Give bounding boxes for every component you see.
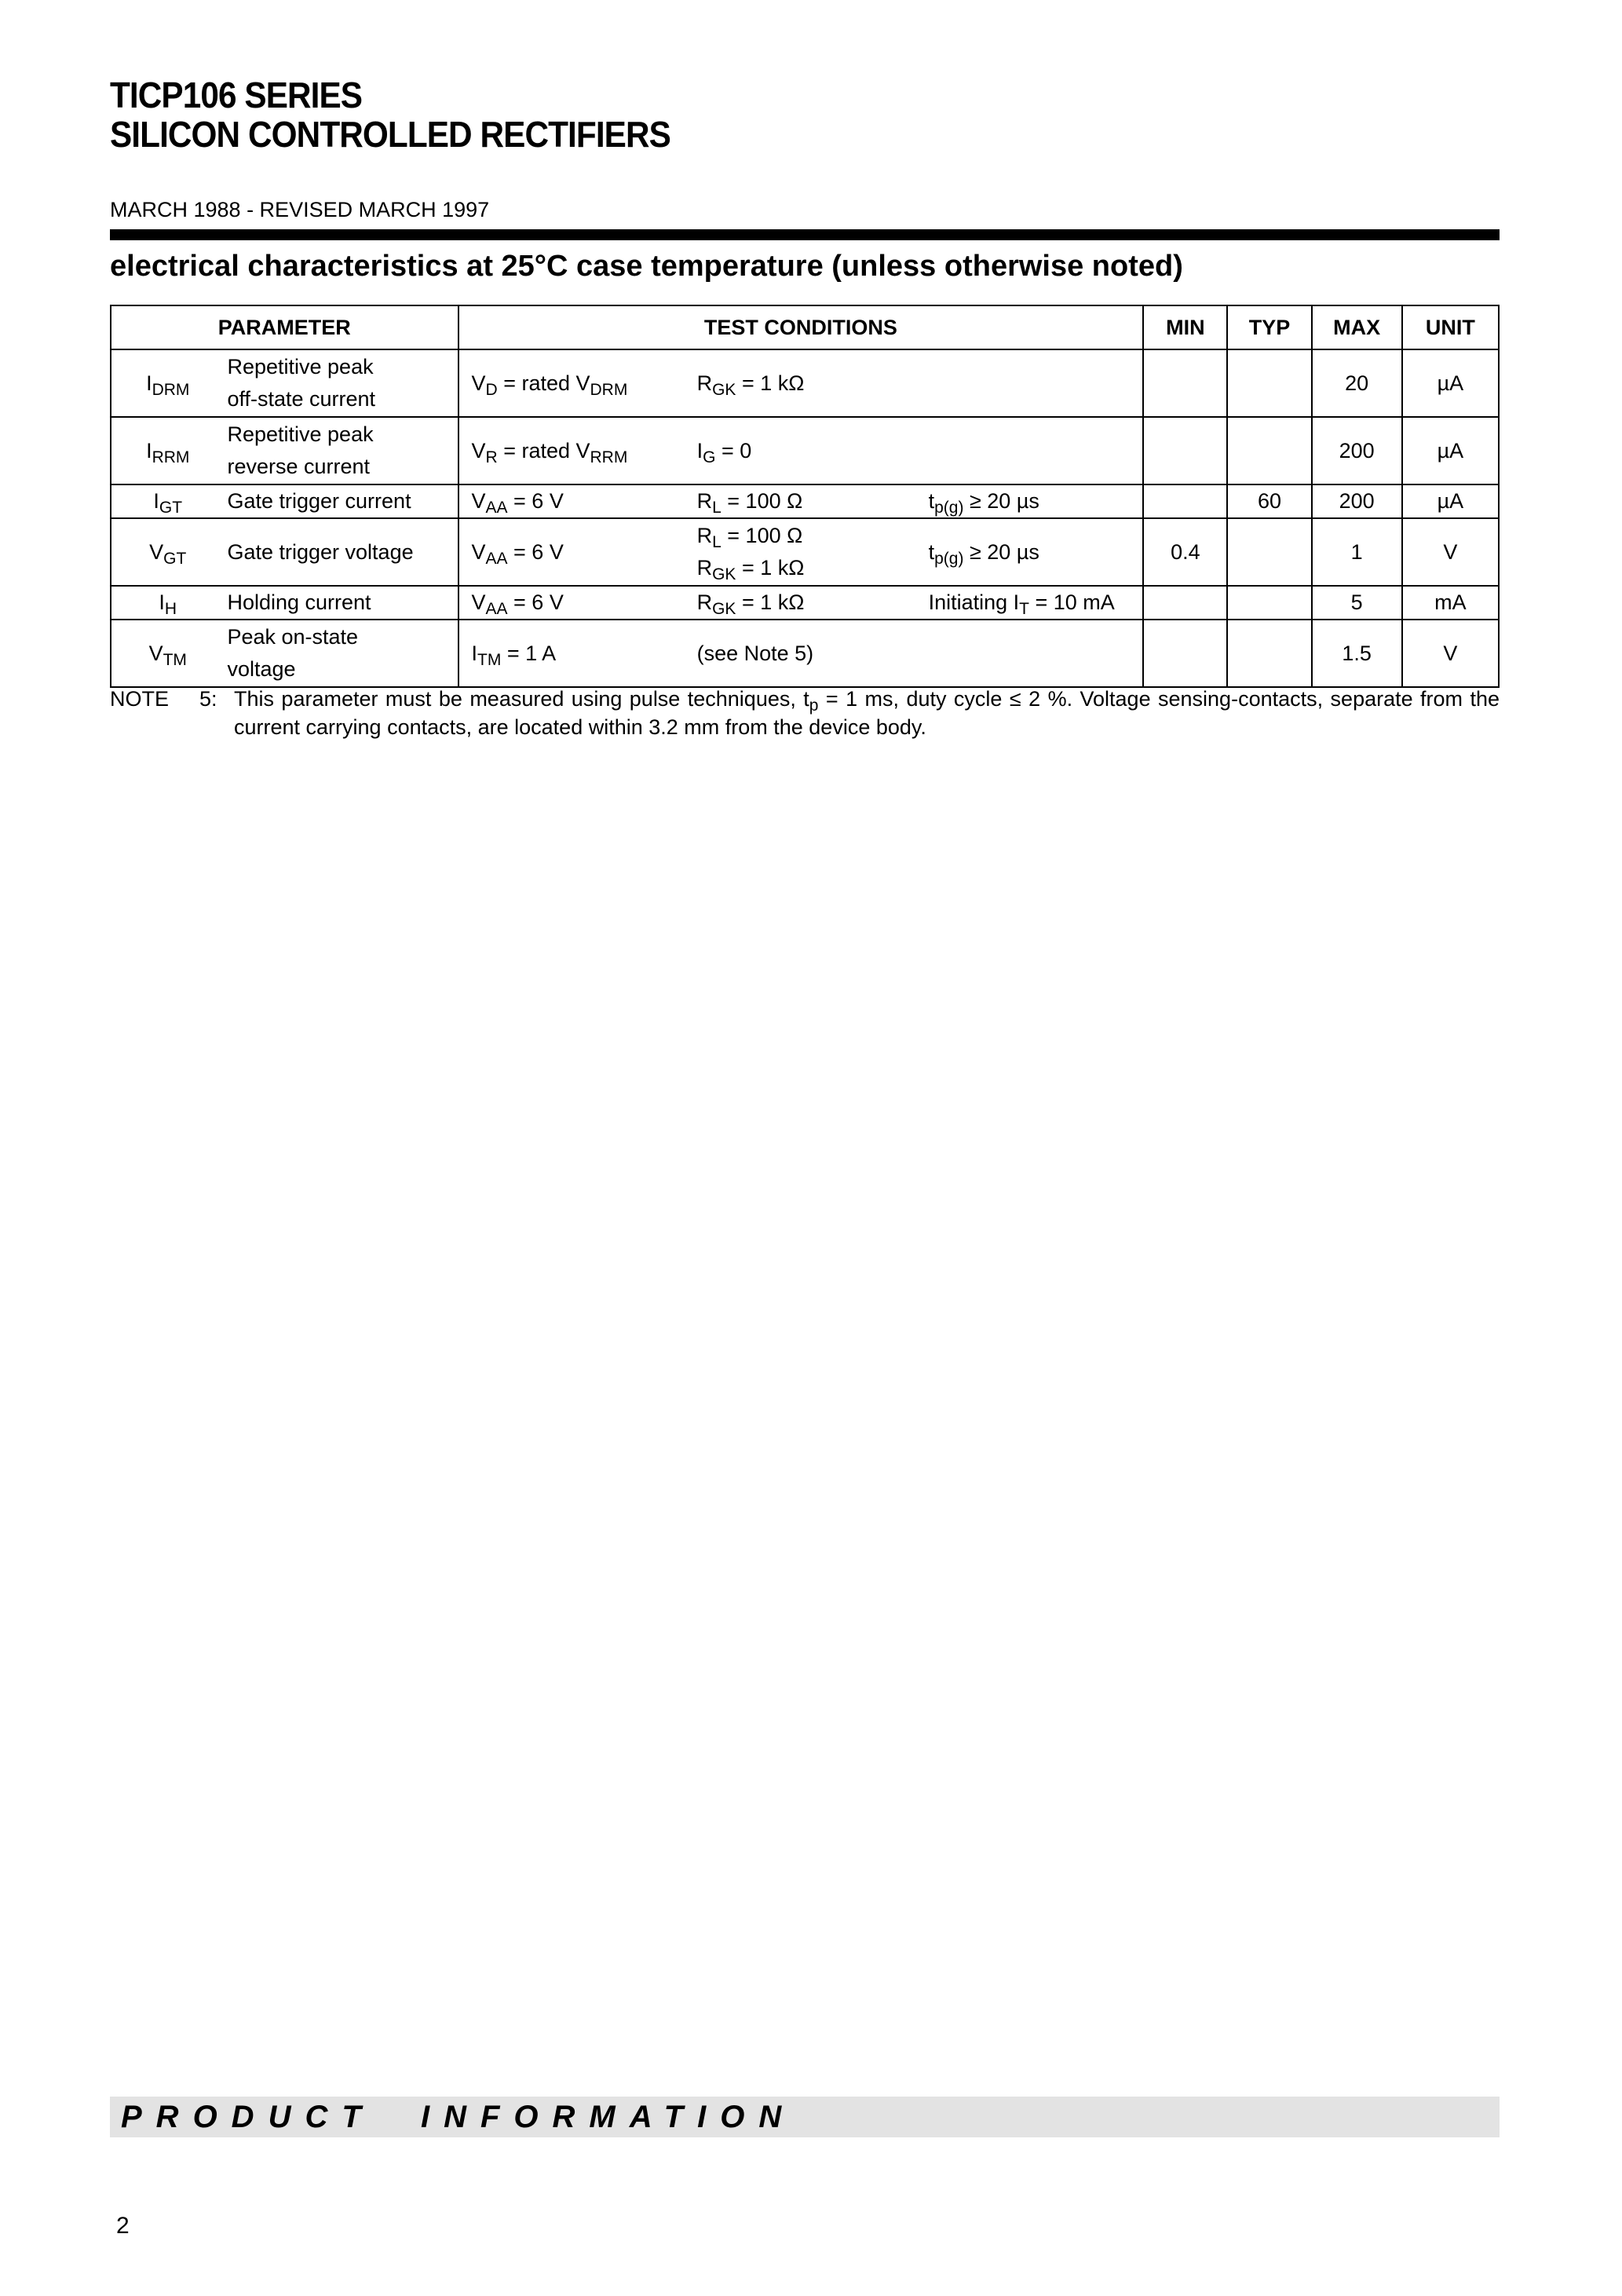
condition-2: $I_G = 0$	[697, 417, 929, 484]
condition-2: $R_L = 100$ Ω $R_{GK} = 1$ kΩ	[697, 518, 929, 586]
condition-1: $V_{AA} = 6$ V	[458, 518, 697, 586]
page-number: 2	[116, 2213, 130, 2239]
note-number: 5:	[199, 687, 217, 711]
value-min	[1143, 349, 1227, 417]
product-information-banner	[110, 2097, 1500, 2137]
param-symbol: $V_{TM}$	[111, 620, 224, 687]
header-unit: UNIT	[1402, 305, 1499, 349]
param-symbol: $I_{GT}$	[111, 484, 224, 518]
value-typ	[1227, 518, 1311, 586]
condition-3: $t_{p(g)} \ge 20$ µs	[929, 484, 1144, 518]
condition-1: $I_{TM} = 1$ A	[458, 620, 697, 687]
value-max: 200	[1312, 484, 1402, 518]
section-heading: electrical characteristics at 25°C case temperature (unless otherwise noted)	[110, 250, 1183, 283]
value-unit: V	[1402, 518, 1499, 586]
condition-1: $V_R$ = rated $V_{RRM}$	[458, 417, 697, 484]
value-max: 200	[1312, 417, 1402, 484]
value-max: 5	[1312, 586, 1402, 620]
title-product-type: SILICON CONTROLLED RECTIFIERS	[110, 114, 670, 155]
table-header-row	[111, 305, 1499, 349]
header-test-conditions: TEST CONDITIONS	[458, 305, 1144, 349]
value-min	[1143, 484, 1227, 518]
value-min	[1143, 586, 1227, 620]
param-description: Gate trigger current	[224, 484, 458, 518]
condition-2: $R_{GK} = 1$ kΩ	[697, 586, 929, 620]
value-min	[1143, 620, 1227, 687]
value-typ	[1227, 417, 1311, 484]
value-unit: µA	[1402, 484, 1499, 518]
header-min: MIN	[1143, 305, 1227, 349]
param-symbol: $I_{RRM}$	[111, 417, 224, 484]
condition-3	[929, 620, 1144, 687]
header-typ: TYP	[1227, 305, 1311, 349]
param-symbol: $V_{GT}$	[111, 518, 224, 586]
value-typ	[1227, 620, 1311, 687]
value-unit: mA	[1402, 586, 1499, 620]
value-unit: µA	[1402, 417, 1499, 484]
header-max: MAX	[1312, 305, 1402, 349]
value-max: 1	[1312, 518, 1402, 586]
param-symbol: $I_H$	[111, 586, 224, 620]
param-description: Repetitive peak off-state current	[224, 349, 458, 417]
value-max: 20	[1312, 349, 1402, 417]
condition-3	[929, 349, 1144, 417]
condition-2: (see Note 5)	[697, 620, 929, 687]
value-max: 1.5	[1312, 620, 1402, 687]
table-row	[111, 417, 1499, 484]
footnote	[110, 685, 1500, 741]
condition-2: $R_{GK} = 1$ kΩ	[697, 349, 929, 417]
electrical-characteristics-table	[110, 305, 1500, 688]
value-typ: 60	[1227, 484, 1311, 518]
note-label: NOTE	[110, 687, 170, 711]
condition-1: $V_{AA} = 6$ V	[458, 586, 697, 620]
param-description: Peak on-state voltage	[224, 620, 458, 687]
value-min	[1143, 417, 1227, 484]
value-typ	[1227, 586, 1311, 620]
table-row	[111, 349, 1499, 417]
value-unit: V	[1402, 620, 1499, 687]
title-series: TICP106 SERIES	[110, 75, 363, 115]
value-unit: µA	[1402, 349, 1499, 417]
condition-3	[929, 417, 1144, 484]
header-rule	[110, 229, 1500, 240]
table-row	[111, 518, 1499, 586]
param-description: Holding current	[224, 586, 458, 620]
banner-text: PRODUCT INFORMATION	[121, 2100, 796, 2134]
table-row	[111, 586, 1499, 620]
condition-3: $t_{p(g)} \ge 20$ µs	[929, 518, 1144, 586]
condition-3: Initiating $I_T = 10$ mA	[929, 586, 1144, 620]
condition-1: $V_D$ = rated $V_{DRM}$	[458, 349, 697, 417]
param-description: Repetitive peak reverse current	[224, 417, 458, 484]
document-title	[110, 75, 670, 154]
condition-2: $R_L = 100$ Ω	[697, 484, 929, 518]
header-parameter: PARAMETER	[111, 305, 458, 349]
table-row	[111, 484, 1499, 518]
table-row	[111, 620, 1499, 687]
param-description: Gate trigger voltage	[224, 518, 458, 586]
note-text: This parameter must be measured using pulse techniques, $t_p = 1$ ms, duty cycle ≤ 2 %. Voltage sensing-contacts, separate from the current carrying contacts, are located within 3.2 mm from the device body.	[234, 687, 1500, 739]
condition-1: $V_{AA} = 6$ V	[458, 484, 697, 518]
value-min: 0.4	[1143, 518, 1227, 586]
param-symbol: $I_{DRM}$	[111, 349, 224, 417]
revision-date: MARCH 1988 - REVISED MARCH 1997	[110, 198, 490, 221]
value-typ	[1227, 349, 1311, 417]
